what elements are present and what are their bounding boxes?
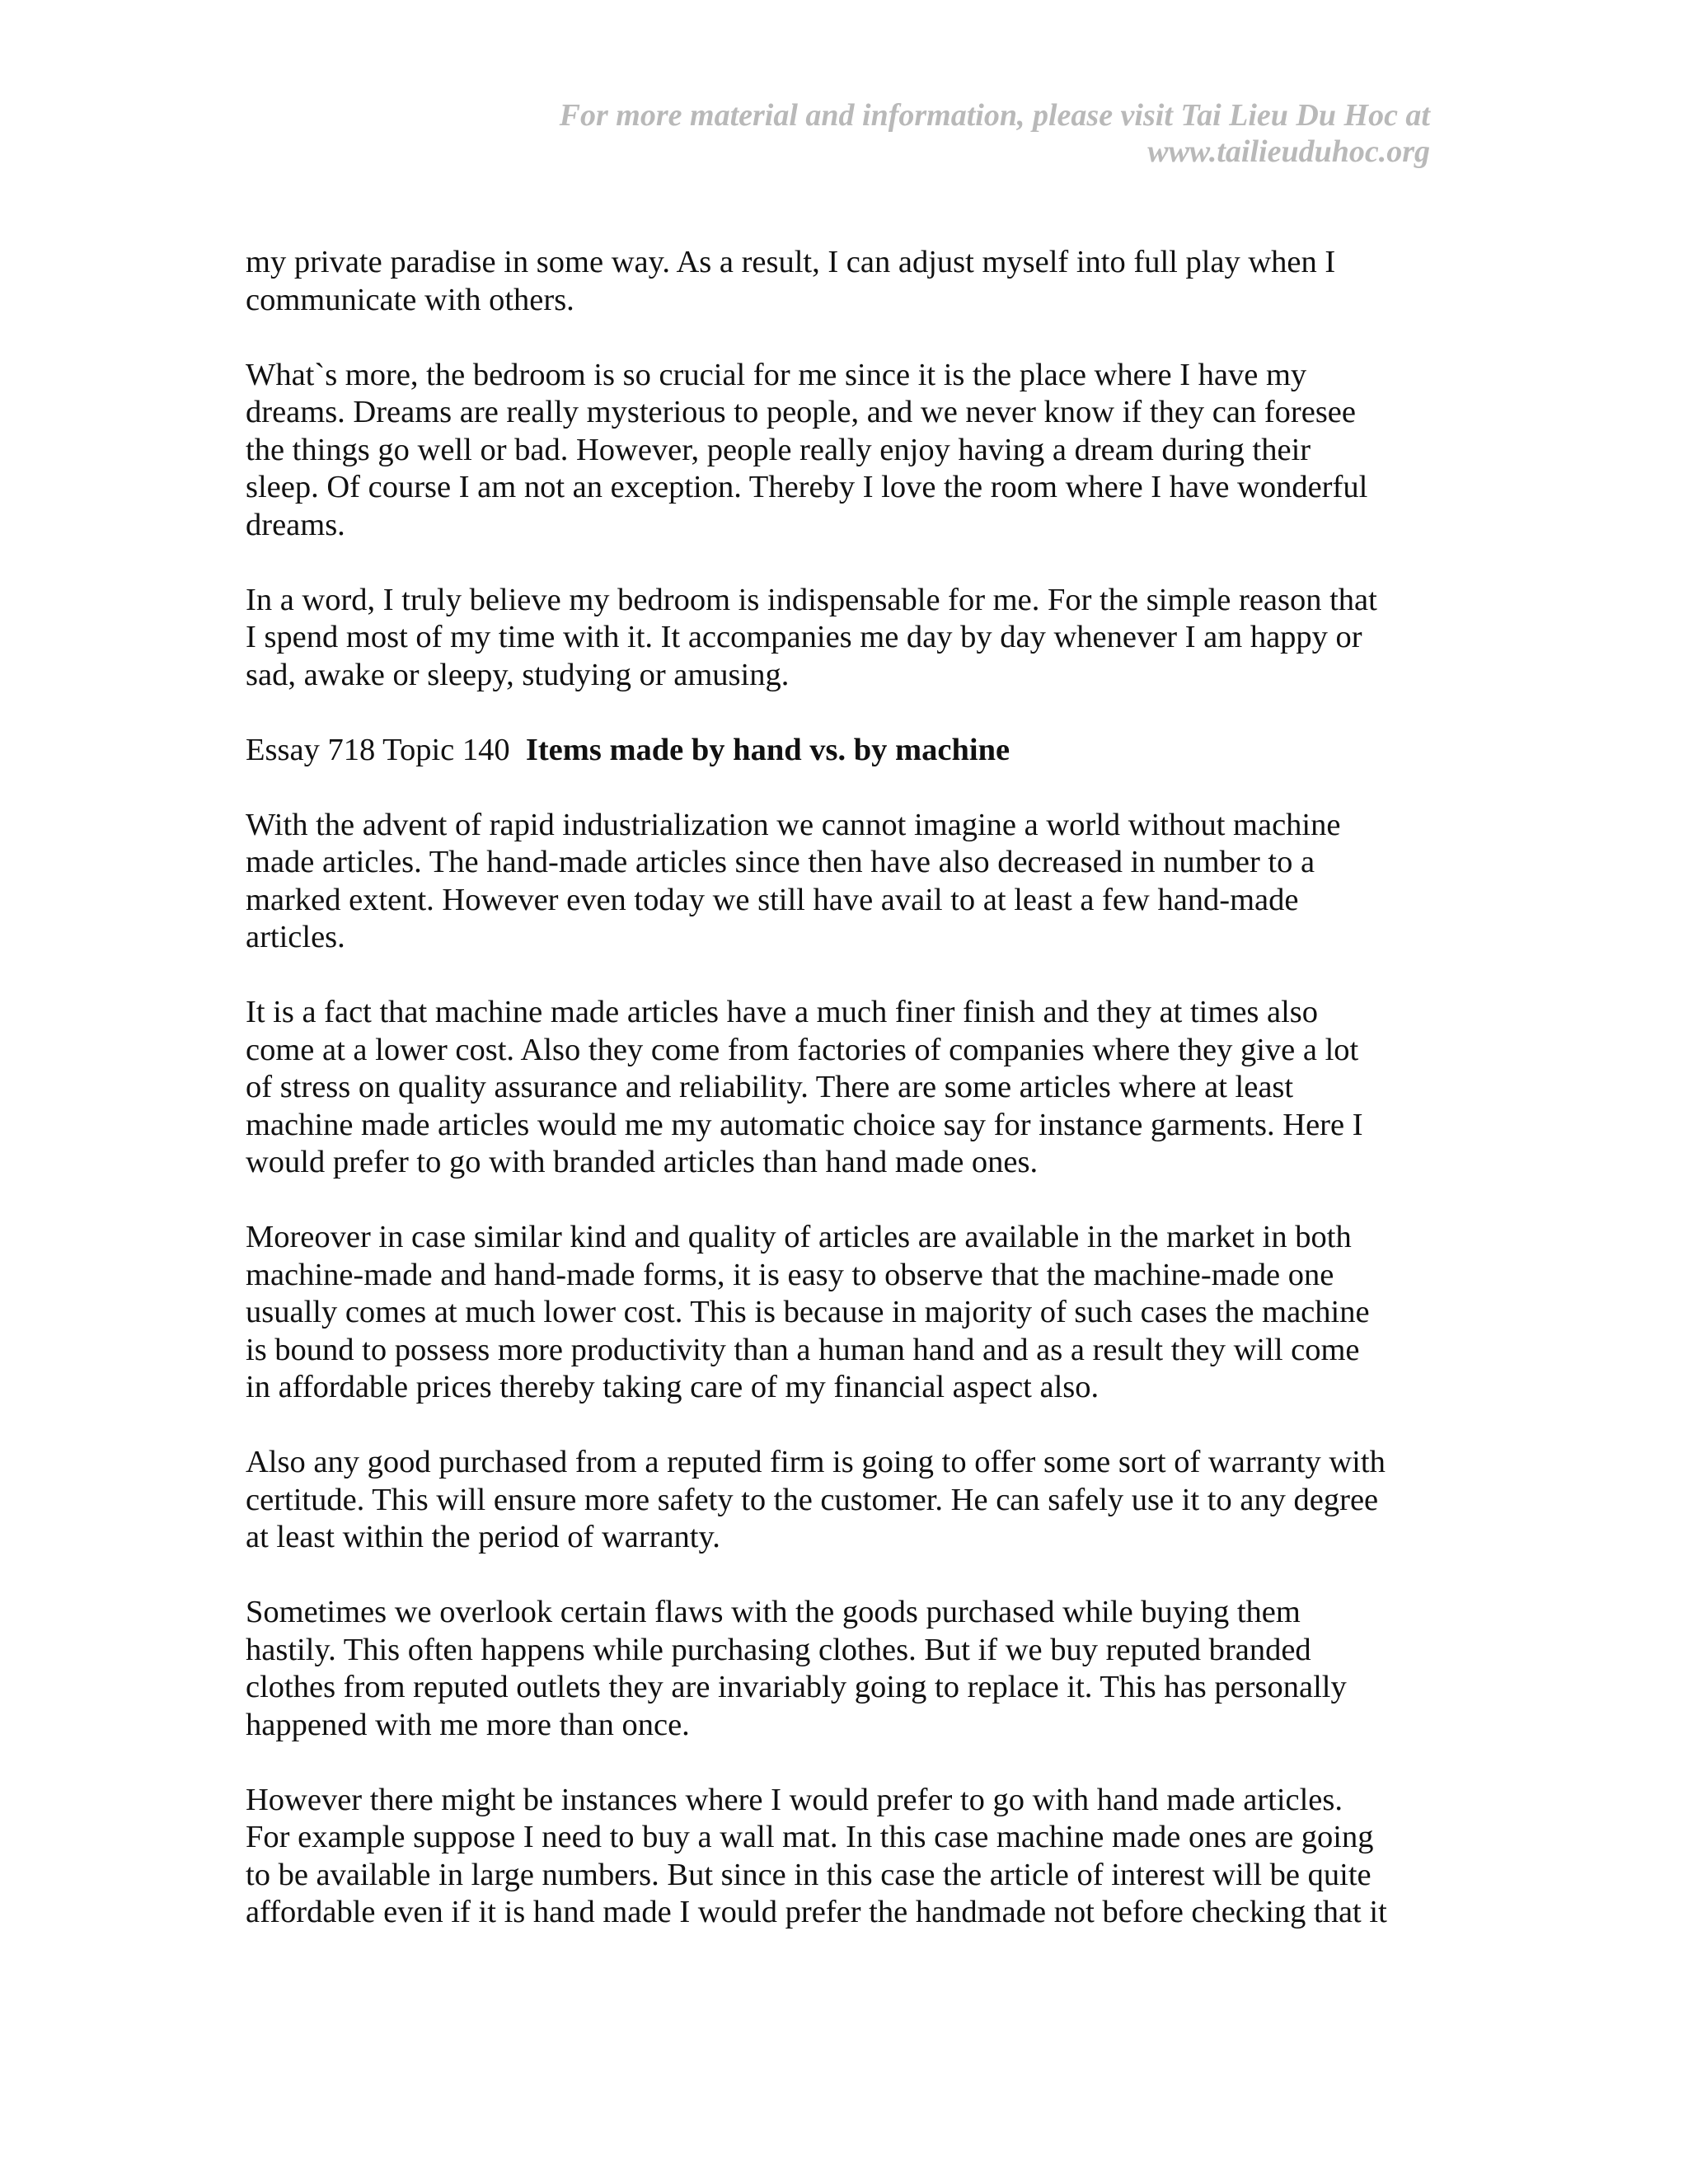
paragraph [246,1594,1449,1744]
text-line: would prefer to go with branded articles than hand made ones. [246,1145,1039,1179]
text-line: communicate with others. [246,282,574,317]
text-line: sleep. Of course I am not an exception. Thereby I love the room where I have wonderful [246,470,1368,504]
paragraph [246,1219,1449,1407]
text-line: machine made articles would me my automatic choice say for instance garments. Here I [246,1107,1363,1142]
text-line: However there might be instances where I would prefer to go with hand made articles. [246,1782,1343,1817]
essay-title: Items made by hand vs. by machine [525,732,1010,767]
text-line: happened with me more than once. [246,1707,690,1742]
text-line: Moreover in case similar kind and quality of articles are available in the market in both [246,1220,1352,1254]
document-body [246,244,1449,1969]
text-line: dreams. Dreams are really mysterious to people, and we never know if they can foresee [246,395,1356,429]
text-line: With the advent of rapid industrialization we cannot imagine a world without machine [246,807,1341,842]
text-line: to be available in large numbers. But since in this case the article of interest will be quite [246,1857,1372,1892]
header-link[interactable]: www.tailieuduhoc.org [1147,134,1430,169]
text-line: affordable even if it is hand made I would prefer the handmade not before checking that it [246,1895,1387,1929]
text-line: hastily. This often happens while purchasing clothes. But if we buy reputed branded [246,1632,1311,1667]
paragraph [246,994,1449,1182]
text-line: machine-made and hand-made forms, it is easy to observe that the machine-made one [246,1257,1334,1292]
paragraph [246,582,1449,695]
text-line: in affordable prices thereby taking care of my financial aspect also. [246,1370,1100,1404]
text-line: sad, awake or sleepy, studying or amusing. [246,657,790,692]
text-line: the things go well or bad. However, people really enjoy having a dream during their [246,432,1311,467]
text-line: For example suppose I need to buy a wall mat. In this case machine made ones are going [246,1820,1374,1854]
text-line: come at a lower cost. Also they come from factories of companies where they give a lot [246,1032,1359,1067]
essay-prefix: Essay 718 Topic 140 [246,732,510,767]
text-line: Also any good purchased from a reputed firm is going to offer some sort of warranty with [246,1445,1386,1479]
essay-heading [246,732,1449,770]
text-line: In a word, I truly believe my bedroom is indispensable for me. For the simple reason that [246,582,1377,617]
text-line: dreams. [246,507,345,542]
paragraph [246,244,1449,319]
text-line: at least within the period of warranty. [246,1520,720,1554]
text-line: What`s more, the bedroom is so crucial for me since it is the place where I have my [246,357,1307,392]
text-line: certitude. This will ensure more safety to the customer. He can safely use it to any degree [246,1482,1379,1517]
text-line: marked extent. However even today we still have avail to at least a few hand-made [246,882,1299,917]
text-line: is bound to possess more productivity than a human hand and as a result they will come [246,1332,1360,1367]
paragraph [246,357,1449,545]
text-line: of stress on quality assurance and reliability. There are some articles where at least [246,1070,1294,1104]
text-line: I spend most of my time with it. It accompanies me day by day whenever I am happy or [246,620,1362,654]
text-line: made articles. The hand-made articles since then have also decreased in number to a [246,845,1315,879]
text-line: clothes from reputed outlets they are invariably going to replace it. This has personally [246,1670,1347,1704]
header-line-1: For more material and information, please visit Tai Lieu Du Hoc at [559,98,1430,133]
text-line: my private paradise in some way. As a result, I can adjust myself into full play when I [246,245,1336,279]
text-line: usually comes at much lower cost. This is because in majority of such cases the machine [246,1295,1370,1329]
paragraph [246,807,1449,957]
paragraph [246,1782,1449,1932]
text-line: articles. [246,920,345,954]
paragraph [246,1444,1449,1557]
text-line: Sometimes we overlook certain flaws with the goods purchased while buying them [246,1595,1301,1629]
text-line: It is a fact that machine made articles have a much finer finish and they at times also [246,995,1319,1029]
page-header [441,97,1430,170]
